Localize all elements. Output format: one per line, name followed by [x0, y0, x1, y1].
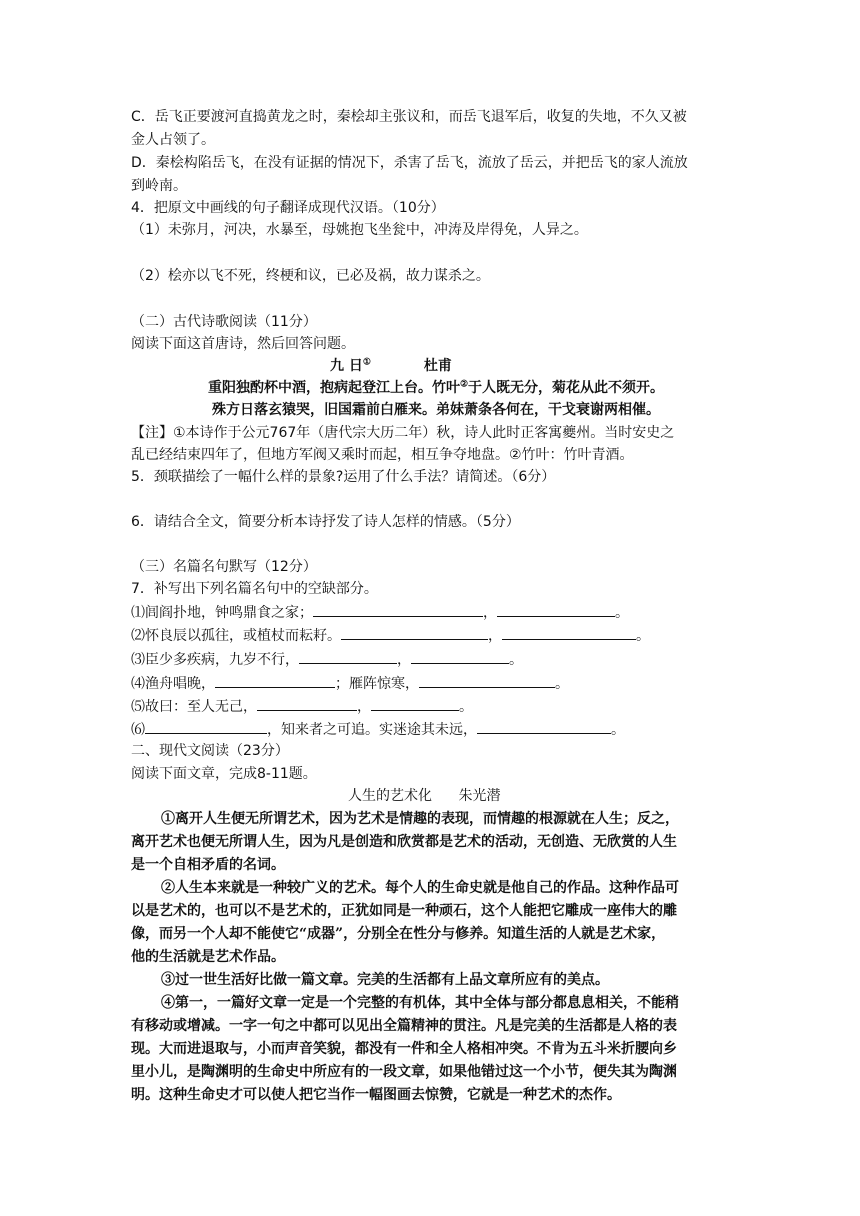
poem-note-line-1: 【注】①本诗作于公元767年（唐代宗大历二年）秋，诗人此时正客寓夔州。当时安史之 — [131, 425, 675, 441]
option-d-line-1: D．秦桧构陷岳飞，在没有证据的情况下，杀害了岳飞，流放了岳云，并把岳飞的家人流放 — [131, 155, 688, 171]
paragraph-4-line-1: ④第一，一篇好文章一定是一个完整的有机体，其中全体与部分都息息相关，不能稍 — [161, 995, 679, 1011]
question-6: 6．请结合全文，简要分析本诗抒发了诗人怎样的情感。（5分） — [131, 514, 520, 530]
article-title: 人生的艺术化 — [348, 788, 432, 804]
answer-blank[interactable] — [215, 672, 335, 688]
fill-item-3: ⑶臣少多疾病，九岁不行， ， 。 — [131, 648, 741, 670]
paragraph-4-line-5: 明。这种生命史才可以使人把它当作一幅图画去惊赞，它就是一种艺术的杰作。 — [131, 1087, 621, 1103]
answer-blank[interactable] — [145, 718, 267, 734]
paragraph-1-line-1: ①离开人生便无所谓艺术，因为艺术是情趣的表现，而情趣的根源就在人生；反之， — [161, 811, 679, 827]
paragraph-2-line-3: 像，而另一个人却不能使它“成器”，分别全在性分与修养。知道生活的人就是艺术家， — [131, 926, 666, 942]
part-2-heading: 二、现代文阅读（23分） — [131, 743, 289, 759]
paragraph-2-line-1: ②人生本来就是一种较广义的艺术。每个人的生命史就是他自己的作品。这种作品可 — [161, 880, 679, 896]
answer-blank[interactable] — [371, 695, 459, 711]
answer-blank[interactable] — [341, 624, 488, 640]
article-author: 朱光潜 — [458, 788, 501, 804]
question-4-part-1: （1）未弥月，河决，水暴至，母姚抱飞坐瓮中，冲涛及岸得免，人异之。 — [131, 222, 588, 238]
question-7: 7．补写出下列名篇名句中的空缺部分。 — [131, 581, 378, 597]
fill-item-5: ⑸故曰：至人无己， ， 。 — [131, 695, 741, 717]
paragraph-4-line-3: 现。大而进退取与，小而声音笑貌，都没有一件和全人格相冲突。不肯为五斗米折腰向乡 — [131, 1041, 677, 1057]
paragraph-3-line-1: ③过一世生活好比做一篇文章。完美的生活都有上品文章所应有的美点。 — [161, 972, 609, 988]
answer-blank[interactable] — [477, 718, 611, 734]
fill-item-1: ⑴闾阎扑地，钟鸣鼎食之家； ， 。 — [131, 601, 741, 623]
poem-line-1: 重阳独酌杯中酒，抱病起登江上台。竹叶②于人既无分，菊花从此不须开。 — [207, 379, 665, 396]
option-c-line-2: 金人占领了。 — [131, 132, 215, 148]
paragraph-1-line-3: 是一个自相矛盾的名词。 — [131, 857, 285, 873]
answer-blank[interactable] — [497, 601, 615, 617]
answer-blank[interactable] — [502, 624, 636, 640]
paragraph-2-line-4: 他的生活就是艺术作品。 — [131, 949, 285, 965]
paragraph-2-line-2: 以是艺术的，也可以不是艺术的，正犹如同是一种顽石，这个人能把它雕成一座伟大的雕 — [131, 903, 677, 919]
section-dictation-heading: （三）名篇名句默写（12分） — [131, 559, 317, 575]
paragraph-4-line-4: 里小儿，是陶渊明的生命史中所应有的一段文章，如果他错过这一个小节，便失其为陶渊 — [131, 1064, 677, 1080]
fill-item-2: ⑵怀良辰以孤往，或植杖而耘耔。 ， 。 — [131, 624, 741, 646]
poem-title: 九 日 — [330, 358, 363, 374]
answer-blank[interactable] — [419, 672, 555, 688]
answer-blank[interactable] — [411, 648, 509, 664]
poem-author: 杜甫 — [423, 358, 452, 374]
article-heading — [348, 785, 648, 807]
poem-footnote-mark-2: ② — [459, 379, 469, 390]
fill-item-6: ⑹ ，知来者之可追。实迷途其未远， 。 — [131, 718, 741, 740]
answer-blank[interactable] — [313, 601, 483, 617]
answer-blank[interactable] — [299, 648, 397, 664]
question-5: 5．颈联描绘了一幅什么样的景象?运用了什么手法？请简述。（6分） — [131, 469, 556, 485]
answer-blank[interactable] — [257, 695, 357, 711]
paragraph-4-line-2: 有移动或增减。一字一句之中都可以见出全篇精神的贯注。凡是完美的生活都是人格的表 — [131, 1018, 677, 1034]
poem-heading — [330, 355, 550, 377]
poem-title-footnote-mark: ① — [362, 357, 371, 368]
section-poetry-heading: （二）古代诗歌阅读（11分） — [131, 314, 317, 330]
paragraph-1-line-2: 离开艺术也便无所谓人生，因为凡是创造和欣赏都是艺术的活动，无创造、无欣赏的人生 — [131, 834, 677, 850]
question-4: 4．把原文中画线的句子翻译成现代汉语。（10分） — [131, 200, 445, 216]
poetry-intro: 阅读下面这首唐诗，然后回答问题。 — [131, 336, 355, 352]
poem-note-line-2: 乱已经结束四年了，但地方军阀又乘时而起，相互争夺地盘。②竹叶：竹叶青酒。 — [131, 447, 634, 463]
option-c-line-1: C．岳飞正要渡河直捣黄龙之时，秦桧却主张议和，而岳飞退军后，收复的失地，不久又被 — [131, 109, 687, 125]
fill-item-4: ⑷渔舟唱晚， ；雁阵惊寒， 。 — [131, 672, 741, 694]
poem-line-2: 殊方日落玄猿哭，旧国霜前白雁来。弟妹萧条各何在，干戈衰谢两相催。 — [212, 402, 660, 418]
reading-intro: 阅读下面文章，完成8-11题。 — [131, 766, 317, 782]
option-d-line-2: 到岭南。 — [131, 178, 187, 194]
question-4-part-2: （2）桧亦以飞不死，终梗和议，已必及祸，故力谋杀之。 — [131, 268, 490, 284]
